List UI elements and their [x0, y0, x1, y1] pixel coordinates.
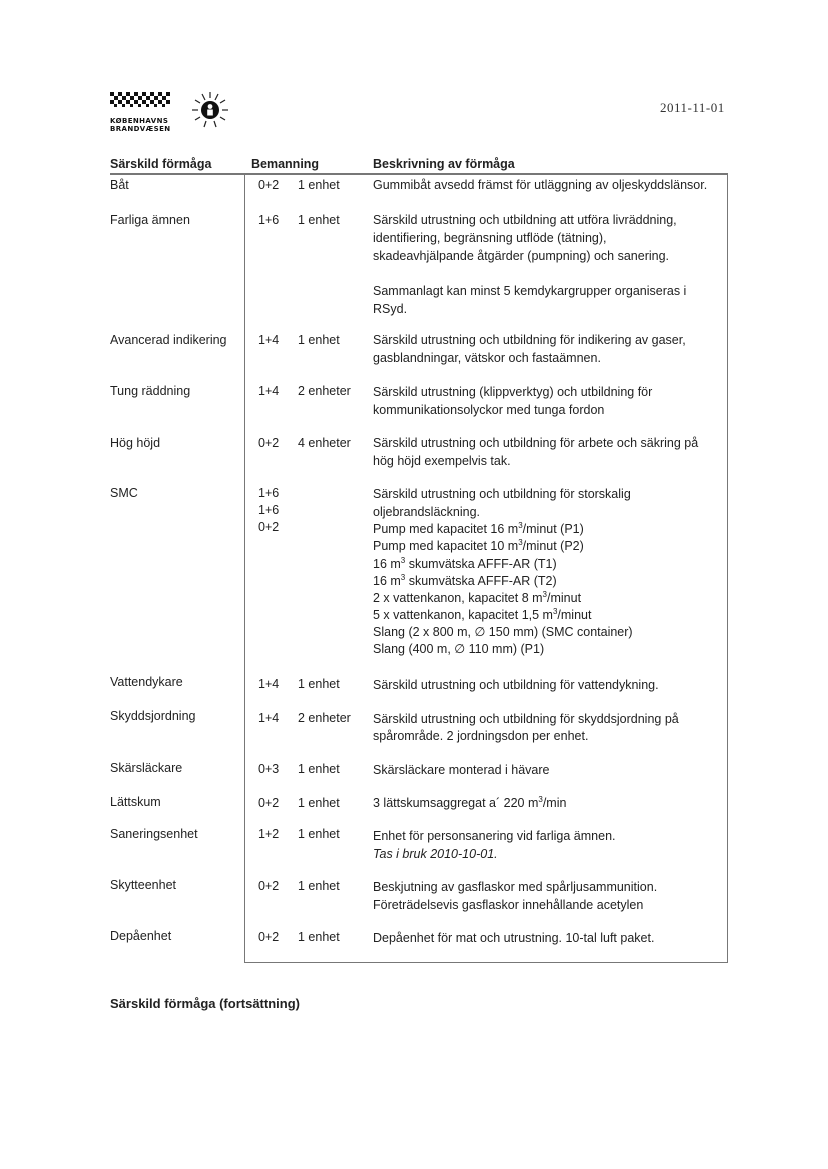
row-units: 1 enhet	[298, 879, 340, 893]
row-staff: 1+4	[258, 711, 280, 725]
checker-logo-icon	[110, 92, 172, 112]
row-desc: Enhet för personsanering vid farliga ämnen.	[373, 829, 616, 843]
row-units: 2 enheter	[298, 384, 351, 398]
row-desc: oljebrandsläckning.	[373, 505, 481, 519]
document-date: 2011-11-01	[660, 100, 725, 115]
row-staff: 0+3	[258, 762, 280, 776]
row-desc: Slang (2 x 800 m, ∅ 150 mm) (SMC container)	[373, 625, 633, 639]
row-ability: Skärsläckare	[110, 761, 183, 775]
row-ability: Farliga ämnen	[110, 213, 190, 227]
row-ability: Hög höjd	[110, 436, 161, 450]
row-units: 1 enhet	[298, 178, 340, 192]
row-staff: 1+4	[258, 333, 280, 347]
table-right-border	[727, 173, 728, 962]
row-desc: Särskild utrustning och utbildning att utföra livräddning,	[373, 213, 677, 227]
row-staff: 1+4	[258, 677, 280, 691]
row-desc: Sammanlagt kan minst 5 kemdykargrupper organiseras i	[373, 284, 687, 298]
row-staff: 0+2	[258, 178, 280, 192]
row-desc: kommunikationsolyckor med tunga fordon	[373, 403, 605, 417]
row-desc: hög höjd exempelvis tak.	[373, 454, 511, 468]
row-desc: 16 $m^3$ skumvätska AFFF-AR (T2)	[373, 572, 557, 588]
column-divider	[244, 173, 245, 962]
row-desc: Pump med kapacitet 10 $m^3$/minut (P2)	[373, 537, 584, 553]
row-ability: Lättskum	[110, 795, 161, 809]
row-ability: Skyddsjordning	[110, 709, 196, 723]
row-desc: Företrädelsevis gasflaskor innehållande acetylen	[373, 898, 644, 912]
section-heading-continued: Särskild förmåga (fortsättning)	[110, 996, 300, 1011]
row-ability: Tung räddning	[110, 384, 191, 398]
row-desc: Särskild utrustning och utbildning för indikering av gaser,	[373, 333, 686, 347]
row-desc: identifiering, begränsning utflöde (tätning),	[373, 231, 607, 245]
row-desc: spårområde. 2 jordningsdon per enhet.	[373, 729, 589, 743]
row-staff: 0+2	[258, 930, 280, 944]
row-staff: 0+2	[258, 520, 280, 534]
row-desc: Beskjutning av gasflaskor med spårljusammunition.	[373, 880, 658, 894]
fire-emblem-icon	[190, 90, 230, 130]
kobenhavns-brandvaesen-logo	[110, 92, 172, 133]
row-staff: 0+2	[258, 796, 280, 810]
row-desc: 2 x vattenkanon, kapacitet 8 $m^3$/minut	[373, 589, 582, 605]
row-units: 1 enhet	[298, 677, 340, 691]
logo-text-line2: BRANDVÆSEN	[110, 125, 171, 133]
header-rule	[110, 173, 728, 175]
header-ability: Särskild förmåga	[110, 157, 212, 171]
row-desc: Skärsläckare monterad i hävare	[373, 763, 550, 777]
row-desc: Särskild utrustning (klippverktyg) och utbildning för	[373, 385, 653, 399]
row-desc: Depåenhet för mat och utrustning. 10-tal luft paket.	[373, 931, 655, 945]
logo-text-line1: KØBENHAVNS	[110, 117, 169, 125]
row-staff: 1+6	[258, 486, 280, 500]
row-staff: 0+2	[258, 436, 280, 450]
row-units: 1 enhet	[298, 762, 340, 776]
row-units: 1 enhet	[298, 827, 340, 841]
row-staff: 0+2	[258, 879, 280, 893]
row-desc: 3 lättskumsaggregat a´ 220 $m^3/\min$	[373, 794, 567, 810]
row-staff: 1+4	[258, 384, 280, 398]
row-desc: gasblandningar, vätskor och fastaämnen.	[373, 351, 601, 365]
row-staff: 1+2	[258, 827, 280, 841]
row-desc: RSyd.	[373, 302, 408, 316]
row-desc: Pump med kapacitet 16 $m^3$/minut (P1)	[373, 520, 584, 536]
row-units: 1 enhet	[298, 930, 340, 944]
row-ability: Depåenhet	[110, 929, 172, 943]
row-ability: Båt	[110, 178, 129, 192]
row-desc: Särskild utrustning och utbildning för vattendykning.	[373, 678, 659, 692]
row-desc: Gummibåt avsedd främst för utläggning av oljeskyddslänsor.	[373, 178, 708, 192]
row-units: 1 enhet	[298, 796, 340, 810]
header-staffing: Bemanning	[251, 157, 320, 171]
row-desc: Slang (400 m, ∅ 110 mm) (P1)	[373, 642, 545, 656]
row-staff: 1+6	[258, 503, 280, 517]
row-ability: Avancerad indikering	[110, 333, 227, 347]
row-ability: Saneringsenhet	[110, 827, 198, 841]
row-desc: Särskild utrustning och utbildning för skyddsjordning på	[373, 712, 679, 726]
row-desc: Särskild utrustning och utbildning för arbete och säkring på	[373, 436, 699, 450]
row-units: 4 enheter	[298, 436, 351, 450]
row-desc: skadeavhjälpande åtgärder (pumpning) och sanering.	[373, 249, 670, 263]
row-desc-note: Tas i bruk 2010-10-01.	[373, 847, 498, 861]
header-description: Beskrivning av förmåga	[373, 157, 515, 171]
row-staff: 1+6	[258, 213, 280, 227]
row-desc: Särskild utrustning och utbildning för storskalig	[373, 487, 631, 501]
row-ability: Vattendykare	[110, 675, 183, 689]
row-desc: 16 $m^3$ skumvätska AFFF-AR (T1)	[373, 555, 557, 571]
row-desc: 5 x vattenkanon, kapacitet 1,5 $m^3$/minut	[373, 606, 592, 622]
table-bottom-border	[244, 962, 728, 963]
row-units: 1 enhet	[298, 213, 340, 227]
row-ability: SMC	[110, 486, 138, 500]
row-ability: Skytteenhet	[110, 878, 177, 892]
row-units: 2 enheter	[298, 711, 351, 725]
row-units: 1 enhet	[298, 333, 340, 347]
